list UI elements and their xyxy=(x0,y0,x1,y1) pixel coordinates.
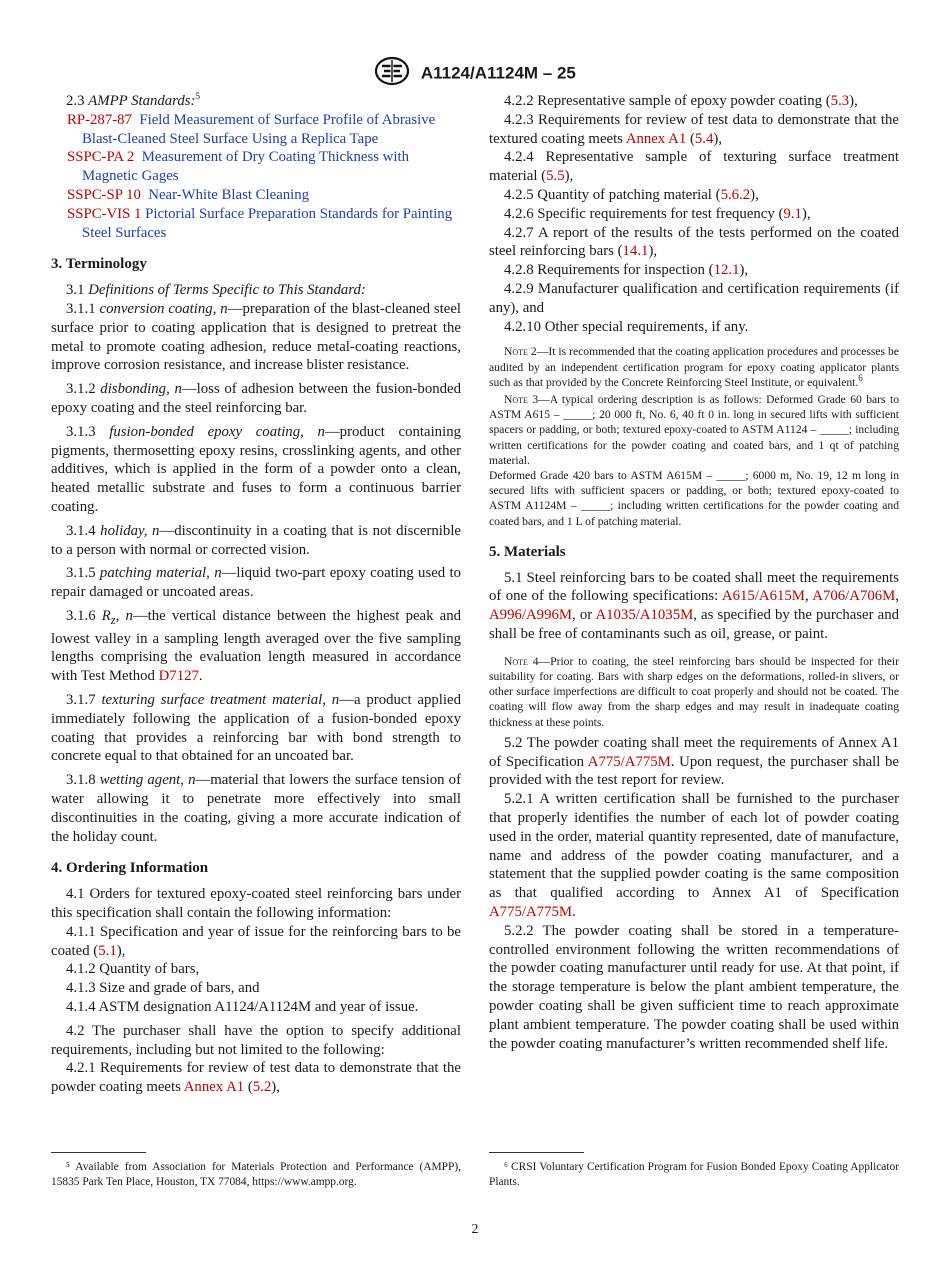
footnote-divider xyxy=(489,1152,584,1153)
footnote-5: ⁵ Available from Association for Materials Protection and Performance (AMPP), 15835 Park Ten Place, Houston, TX 77084, https://www.ampp.org. xyxy=(51,1161,461,1188)
section-link[interactable]: 14.1 xyxy=(622,243,649,260)
spec-link[interactable]: A775/A775M xyxy=(587,753,671,770)
section-heading: 5. Materials xyxy=(489,543,566,560)
spec-link[interactable]: A615/A615M xyxy=(721,588,805,605)
reference-item[interactable]: SSPC-VIS 1 Pictorial Surface Preparation Standards for Painting Steel Surfaces xyxy=(67,205,453,241)
spec-link[interactable]: A996/A996M xyxy=(489,607,573,624)
note-3: Note 3—A typical ordering description is as follows: Deformed Grade 60 bars to ASTM A615 – _____; 20 000 ft, No. 6, 40 ft 0 in. long in secured lifts with sufficient spacers or padding, or both; textured epoxy-coated to ASTM A1124 – _____; including written certifications for the powder coating and coated bars, and 1 qt of patching material. xyxy=(489,392,899,467)
section-link[interactable]: 5.2 xyxy=(252,1079,272,1096)
section-2-3: 2.3 AMPP Standards:$^5$ xyxy=(66,91,200,109)
section-link[interactable]: 9.1 xyxy=(783,205,802,222)
document-designation: A1124/A1124M – 25 xyxy=(420,63,576,83)
paragraph: 5.2.1 A written certification shall be furnished to the purchaser that properly identifies the number of each lot of powder coating used in the order, material quantity represented, date of manufacture, name and address of the powder coating manufacturer, and a statement that the supplied powder coating is the same composition as that qualified according to Annex A1 of Specification A775/A775M. xyxy=(489,791,899,920)
spec-link[interactable]: A1035/A1035M xyxy=(595,607,694,624)
section-link[interactable]: 5.4 xyxy=(694,130,714,147)
paragraph: 4.1.1 Specification and year of issue for the reinforcing bars to be coated (5.1), xyxy=(51,923,461,959)
spec-link[interactable]: A706/A706M xyxy=(812,588,896,605)
paragraph: 4.2.1 Requirements for review of test data to demonstrate that the powder coating meets Annex A1 (5.2), xyxy=(51,1060,461,1096)
definition: 3.1.3 fusion-bonded epoxy coating, n—product containing pigments, thermosetting epoxy resins, crosslinking agents, and other additives, which is applied in the form of a powder onto a clean, heated metallic substrate and fuses to form a continuous barrier coating. xyxy=(51,423,461,515)
paragraph: 4.2.3 Requirements for review of test data to demonstrate that the textured coating meets Annex A1 (5.4), xyxy=(489,111,899,147)
note-4: Note 4—Prior to coating, the steel reinforcing bars should be inspected for their suitability for coating. Bars with sharp edges on the deformations, rolled-in slivers, or other surface imperfections are difficult to coat properly and should not be coated. The coating will flow away from the sharp edges and may result in inadequate coating thickness at these points. xyxy=(489,654,900,729)
definition: 3.1.1 conversion coating, n—preparation of the blast-cleaned steel surface prior to coating application that is designed to pretreat the metal to promote coating adhesion, reduce metal-coating reactions, improve corrosion resistance, and increase blister resistance. xyxy=(51,300,462,374)
definition: 3.1.8 wetting agent, n—material that lowers the surface tension of water allowing it to penetrate more effectively into small discontinuities in the coating, giving a more accurate indication of the holiday count. xyxy=(51,772,461,845)
link-d7127[interactable]: D7127 xyxy=(158,668,199,685)
reference-item[interactable]: RP-287-87 Field Measurement of Surface Profile of Abrasive Blast-Cleaned Steel Surface Using a Replica Tape xyxy=(67,111,436,147)
paragraph: 4.2.6 Specific requirements for test frequency (9.1), xyxy=(504,205,811,222)
paragraph: 4.1.4 ASTM designation A1124/A1124M and year of issue. xyxy=(66,999,419,1016)
paragraph: 4.2.10 Other special requirements, if any. xyxy=(504,318,749,335)
footnote-divider xyxy=(51,1152,146,1153)
note-2: Note 2—It is recommended that the coating application procedures and processes be audited by an independent certification program for epoxy coating applicator plants such as that provided by the Concrete Reinforcing Steel Institute, or equivalent.$^6$ xyxy=(489,345,899,389)
section-link[interactable]: 12.1 xyxy=(713,262,740,279)
astm-logo-icon xyxy=(374,56,410,91)
annex-link[interactable]: Annex A1 xyxy=(625,130,687,147)
annex-link[interactable]: Annex A1 xyxy=(183,1079,245,1096)
note-3-metric: Deformed Grade 420 bars to ASTM A615M – _____; 6000 m, No. 19, 12 m long in secured lifts with sufficient spacers or padding, or both; textured epoxy-coated to ASTM A1124M – _____; including written certifications for the powder coating and coated bars, and 1 L of patching material. xyxy=(489,468,899,528)
footnote-left xyxy=(51,1152,461,1190)
section-heading: 3. Terminology xyxy=(51,256,147,273)
paragraph: 4.2.8 Requirements for inspection (12.1), xyxy=(504,262,749,279)
definition: 3.1.4 holiday, n—discontinuity in a coating that is not discernible to a person with normal or corrected vision. xyxy=(51,522,461,558)
paragraph: 4.2.5 Quantity of patching material (5.6.2), xyxy=(504,186,759,203)
section-link[interactable]: 5.5 xyxy=(546,168,565,185)
section-link[interactable]: 5.3 xyxy=(830,93,850,109)
paragraph: 4.2.7 A report of the results of the tests performed on the coated steel reinforcing bars (14.1), xyxy=(489,224,899,260)
section-heading: 4. Ordering Information xyxy=(51,860,209,877)
section-link[interactable]: 5.6.2 xyxy=(720,186,751,203)
right-column xyxy=(489,92,899,1053)
definition: 3.1.5 patching material, n—liquid two-part epoxy coating used to repair damaged or uncoated areas. xyxy=(51,565,462,601)
paragraph: 5.2.2 The powder coating shall be stored in a temperature-controlled environment following the written recommendations of the powder coating manufacturer until ready for use. At that point, if the storage temperature is below the plant ambient temperature, the powder coating shall be given sufficient time to reach approximate plant ambient temperature. The powder coating shall be used within the powder coating manufacturer’s written recommended shelf life. xyxy=(489,922,899,1052)
definition: 3.1.7 texturing surface treatment material, n—a product applied immediately following the application of a fusion-bonded epoxy coating that provides a reinforcing bar with bond strength to concrete equal to that obtained for an uncoated bar. xyxy=(51,692,461,765)
page-number: 2 xyxy=(471,1222,479,1237)
reference-item[interactable]: SSPC-SP 10 Near-White Blast Cleaning xyxy=(67,186,310,203)
definition: 3.1.6 $R_z$, n—the vertical distance between the highest peak and lowest valley in a sampling length averaged over the five sampling lengths comprising the evaluation length measured in accordance with Test Method D7127. xyxy=(51,607,462,685)
page-header xyxy=(0,56,950,91)
reference-item[interactable]: SSPC-PA 2 Measurement of Dry Coating Thickness with Magnetic Gages xyxy=(67,149,409,185)
paragraph: 5.2 The powder coating shall meet the requirements of Annex A1 of Specification A775/A775M. Upon request, the purchaser shall be provided with the test report for review. xyxy=(489,734,899,789)
paragraph: 4.2 The purchaser shall have the option to specify additional requirements, including but not limited to the following: xyxy=(51,1022,461,1058)
paragraph: 4.1.3 Size and grade of bars, and xyxy=(66,980,260,997)
footnote-6: ⁶ CRSI Voluntary Certification Program for Fusion Bonded Epoxy Coating Applicator Plants. xyxy=(489,1161,899,1188)
paragraph: 4.1 Orders for textured epoxy-coated steel reinforcing bars under this specification shall contain the following information: xyxy=(51,886,461,922)
paragraph: 5.1 Steel reinforcing bars to be coated shall meet the requirements of one of the following specifications: A615/A615M, A706/A706M, A996/A996M, or A1035/A1035M, as specified by the purchaser and shall be free of contaminants such as oil, grease, or paint. xyxy=(489,569,899,642)
spec-link[interactable]: A775/A775M xyxy=(489,903,573,920)
footnote-right xyxy=(489,1152,899,1190)
paragraph: 4.2.2 Representative sample of epoxy powder coating (5.3), xyxy=(504,93,858,109)
section-link[interactable]: 5.1 xyxy=(98,942,117,959)
paragraph: 4.2.4 Representative sample of texturing surface treatment material (5.5), xyxy=(489,149,899,185)
paragraph: 4.2.9 Manufacturer qualification and certification requirements (if any), and xyxy=(489,280,899,316)
left-column xyxy=(51,92,461,1097)
definition: 3.1.2 disbonding, n—loss of adhesion between the fusion-bonded epoxy coating and the steel reinforcing bar. xyxy=(51,381,461,416)
paragraph: 3.1 Definitions of Terms Specific to This Standard: xyxy=(66,282,366,299)
paragraph: 4.1.2 Quantity of bars, xyxy=(66,961,200,978)
